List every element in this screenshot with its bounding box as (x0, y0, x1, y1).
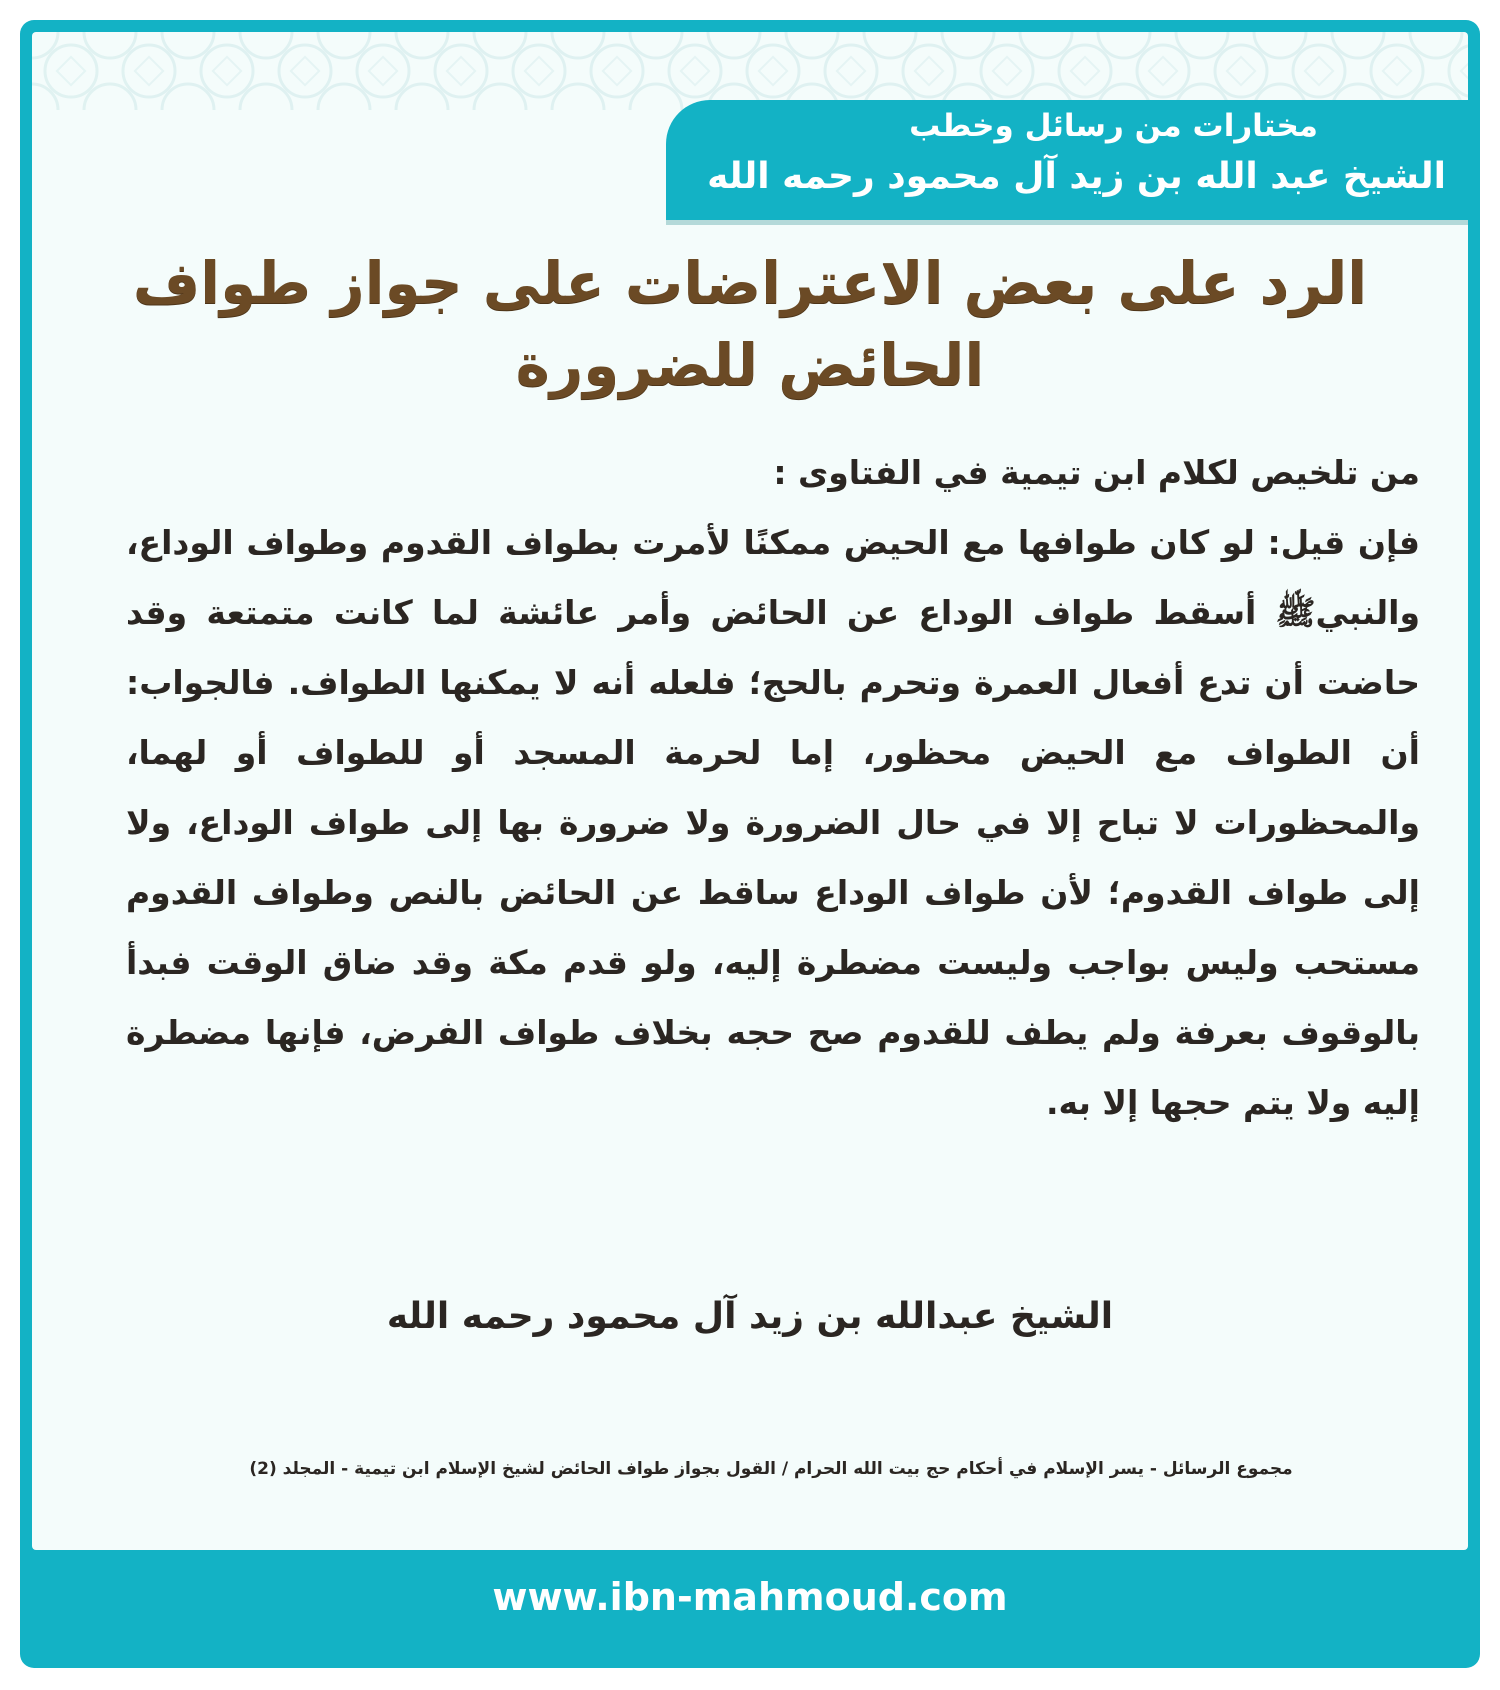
website-link[interactable]: www.ibn-mahmoud.com (492, 1575, 1008, 1619)
author-signature: الشيخ عبدالله بن زيد آل محمود رحمه الله (386, 1296, 1114, 1337)
article-body (126, 438, 1420, 1138)
content-panel (32, 32, 1468, 1550)
header-author-name: الشيخ عبد الله بن زيد آل محمود رحمه الله (707, 156, 1446, 197)
header-series-title: مختارات من رسائل وخطب (909, 108, 1318, 144)
source-citation: مجموع الرسائل - يسر الإسلام في أحكام حج بيت الله الحرام / القول بجواز طواف الحائض لشيخ الإسلام ابن تيمية - المجلد (2) (249, 1459, 1293, 1479)
article-intro: من تلخيص لكلام ابن تيمية في الفتاوى : (773, 453, 1420, 492)
article-title: الرد على بعض الاعتراضات على جواز طواف الحائض للضرورة (132, 249, 1368, 399)
header-banner (666, 100, 1468, 220)
page-frame (20, 20, 1480, 1668)
article-paragraph: فإن قيل: لو كان طوافها مع الحيض ممكنًا لأمرت بطواف القدوم وطواف الوداع، والنبيﷺ أسقط طواف الوداع عن الحائض وأمر عائشة لما كانت متمتعة وقد حاضت أن تدع أفعال العمرة وتحرم بالحج؛ فلعله أنه لا يمكنها الطواف. فالجواب: أن الطواف مع الحيض محظور، إما لحرمة المسجد أو للطواف أو لهما، والمحظورات لا تباح إلا في حال الضرورة ولا ضرورة بها إلى طواف الوداع، ولا إلى طواف القدوم؛ لأن طواف الوداع ساقط عن الحائض بالنص وطواف القدوم مستحب وليس بواجب وليست مضطرة إليه، ولو قدم مكة وقد ضاق الوقت فبدأ بالوقوف بعرفة ولم يطف للقدوم صح حجه بخلاف طواف الفرض، فإنها مضطرة إليه ولا يتم حجها إلا به. (126, 523, 1420, 1122)
decorative-pattern (32, 32, 1468, 110)
